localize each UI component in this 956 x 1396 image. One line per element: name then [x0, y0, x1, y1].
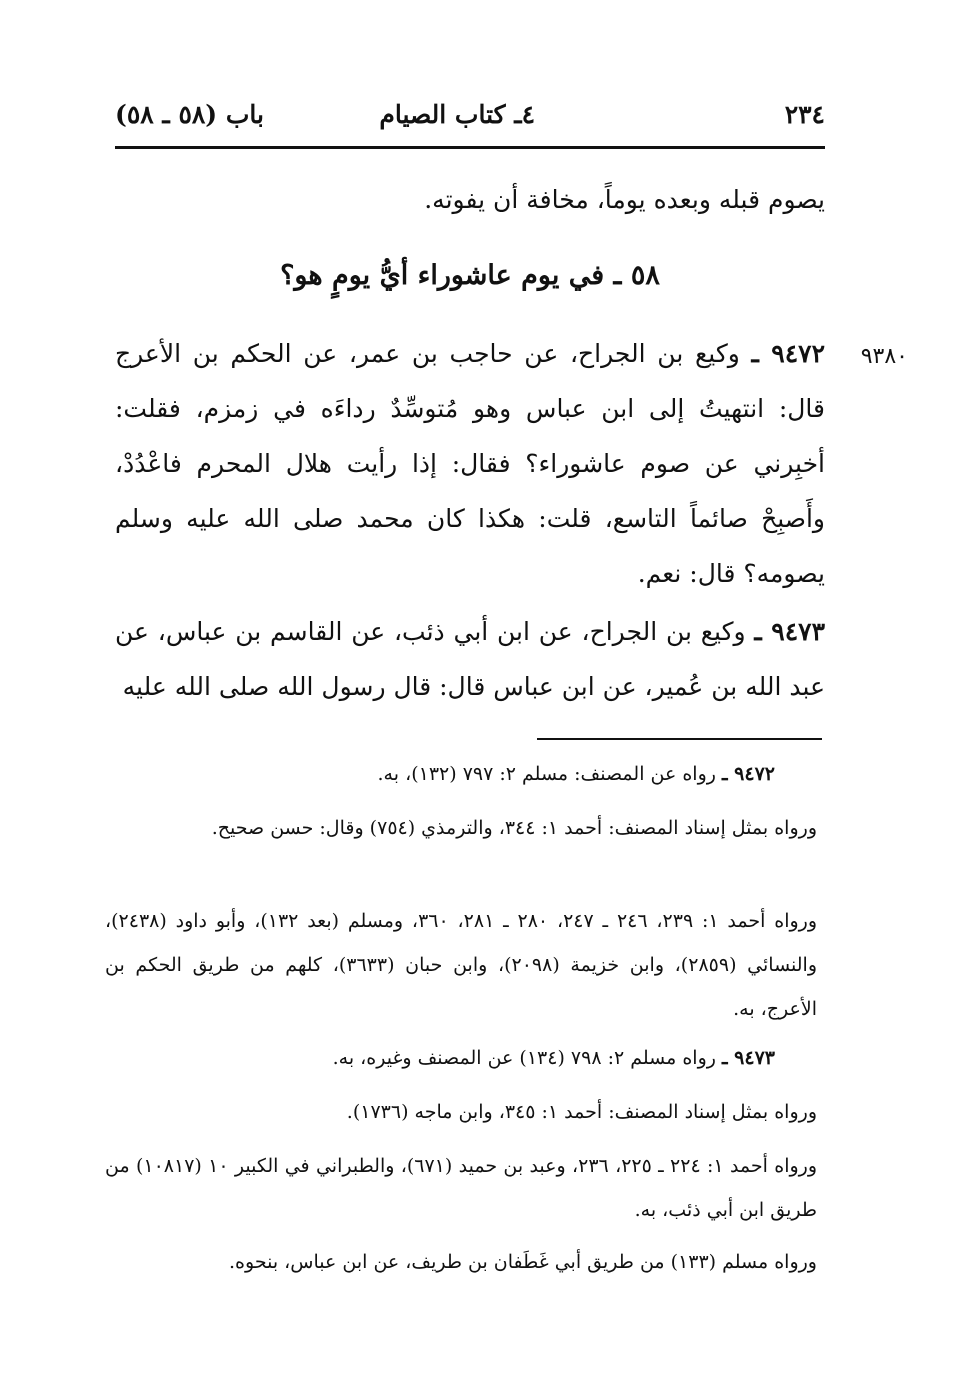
footnote-9472-line-1 — [105, 752, 817, 796]
footnote-9472-line-2: ورواه بمثل إسناد المصنف: أحمد ١: ٣٤٤، والترمذي (٧٥٤) وقال: حسن صحيح. — [211, 817, 817, 839]
hadith-text: وكيع بن الجراح، عن ابن أبي ذئب، عن القاسم بن عباس، عن عبد الله بن عُمير، عن ابن عباس قال: قال رسول الله صلى الله عليه — [115, 617, 825, 701]
hadith-9473 — [115, 604, 825, 714]
footnote-9472-line-3: ورواه أحمد ١: ٢٣٩، ٢٤٦ ـ ٢٤٧، ٢٨٠ ـ ٢٨١، ٣٦٠، ومسلم (بعد ١٣٢)، وأبو داود (٢٤٣٨)، والنسائي (٢٨٥٩)، وابن خزيمة (٢٠٩٨)، وابن حبان (٣٦٣٣)، كلهم من طريق الحكم بن الأعرج، به. — [105, 910, 818, 1020]
footnote-9473-line-3: ورواه أحمد ١: ٢٢٤ ـ ٢٢٥، ٢٣٦، وعبد بن حميد (٦٧١)، والطبراني في الكبير ١٠ (١٠٨١٧) من طريق ابن أبي ذئب، به. — [105, 1155, 818, 1221]
header-rule — [115, 146, 825, 149]
running-header — [115, 94, 825, 140]
footnote-9473-line-2: ورواه بمثل إسناد المصنف: أحمد ١: ٣٤٥، وابن ماجه (١٧٣٦). — [346, 1101, 817, 1123]
footnote-text: رواه مسلم ٢: ٧٩٨ (١٣٤) عن المصنف وغيره، به. — [332, 1047, 716, 1069]
hadith-9472 — [115, 326, 825, 601]
footnote-number: ٩٤٧٣ ـ — [721, 1047, 775, 1069]
margin-number: ٩٣٨٠ — [860, 344, 908, 369]
footnote-text: رواه عن المصنف: مسلم ٢: ٧٩٧ (١٣٢)، به. — [377, 763, 716, 785]
section-heading: ٥٨ ـ في يوم عاشوراء أيُّ يومٍ هو؟ — [280, 260, 660, 291]
footnote-rule — [537, 738, 822, 740]
hadith-number: ٩٤٧٣ ـ — [754, 617, 826, 646]
hadith-text: وكيع بن الجراح، عن حاجب بن عمر، عن الحكم بن الأعرج قال: انتهيتُ إلى ابن عباس وهو مُتوسِّدٌ رداءَه في زمزم، فقلت: أخبِرني عن صوم عاشوراء؟ فقال: إذا رأيت هلال المحرم فاعْدُدْ، وأَصبِحْ صائماً التاسع، قلت: هكذا كان محمد صلى الله عليه وسلم يصومه؟ قال: نعم. — [115, 339, 825, 588]
footnote-9473-line-1 — [105, 1036, 817, 1080]
chapter-label: باب (٥٨ ـ ٥٨) — [115, 100, 264, 129]
footnote-number: ٩٤٧٢ ـ — [721, 763, 775, 785]
footnote-9473-line-4: ورواه مسلم (١٣٣) من طريق أبي غَطَفان بن طريف، عن ابن عباس، بنحوه. — [229, 1251, 817, 1273]
page-number: ٢٣٤ — [784, 100, 825, 129]
book-title: ٤ـ كتاب الصيام — [379, 100, 535, 129]
intro-line: يصوم قبله وبعده يوماً، مخافة أن يفوته. — [424, 185, 825, 214]
hadith-number: ٩٤٧٢ ـ — [751, 339, 825, 368]
